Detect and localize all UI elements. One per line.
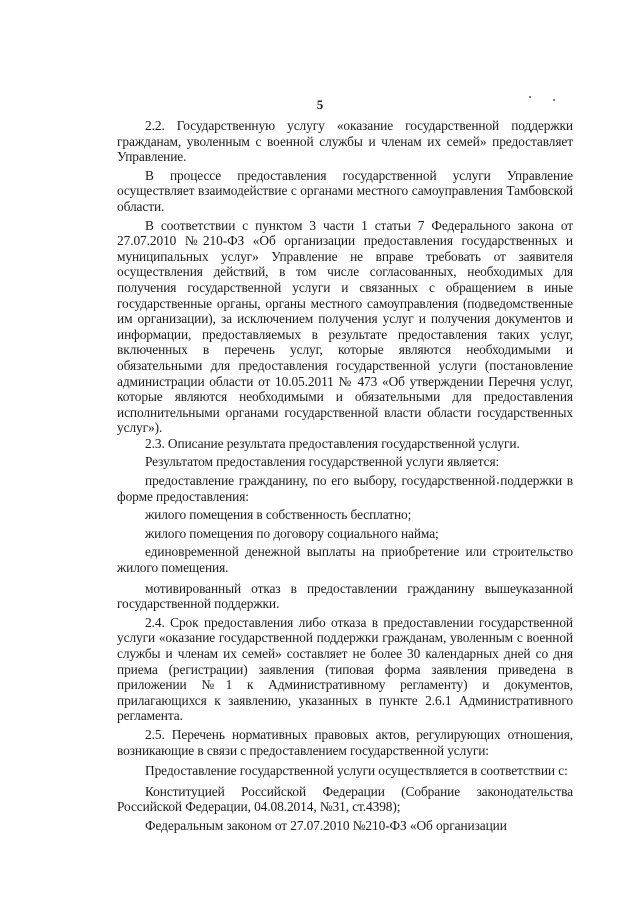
paragraph-law-reference: В соответствии с пунктом 3 части 1 статьи 7 Федерального закона от 27.07.2010 №210-ФЗ «Об организации предоставления государственных и муниципальных услуг» Управление не вправе требовать от заявителя осуществления действий, в том числе согласованных, необходимых для получения государственной услуги и связанных с обращением в иные государственные органы, органы местного самоуправления (подведомственные им организации), за исключением получения услуг и получения документов и информации, предоставляемых в результате предоставления таких услуг, включенных в перечень услуг, которые являются необходимыми и обязательными для предоставления государственной услуги (постановление администрации области от 10.05.2011 № 473 «Об утверждении Перечня услуг, которые являются необходимыми и обязательными для предоставления исполнительными органами государственной власти области государственных услуг»). [117,217,573,436]
list-item-payment: единовременной денежной выплаты на приобретение или строительство жилого помещения. [117,544,573,576]
paragraph-federal-law: Федеральным законом от 27.07.2010 №210-ФЗ «Об организации [145,817,507,833]
paragraph-result-support: предоставление гражданину, по его выбору, государственной поддержки в форме предоставления: [117,473,573,504]
list-item-social-rent: жилого помещения по договору социального найма; [145,525,439,541]
paragraph-2-4: 2.4. Срок предоставления либо отказа в предоставлении государственной услуги «оказание государственной поддержки гражданам, уволенным с военной службы и членам их семей» составляет не более 30 календарных дней со дня приема (регистрации) заявления (типовая форма заявления приведена в приложении №1 к Административному регламенту) и документов, прилагающихся к заявлению, указанных в пункте 2.6.1 Административного регламента. [117,614,573,724]
paragraph-result-intro: Результатом предоставления государственной услуги является: [145,454,500,470]
paragraph-interaction: В процессе предоставления государственной услуги Управление осуществляет взаимодействие с органами местного самоуправления Тамбовской области. [117,167,573,214]
paragraph-2-2: 2.2. Государственную услугу «оказание государственной поддержки гражданам, уволенным с военной службы и членам их семей» предоставляет Управление. [117,118,573,165]
paragraph-refusal: мотивированный отказ в предоставлении гражданину вышеуказанной государственной поддержки. [117,580,573,612]
scan-speck [553,99,555,101]
paragraph-2-5: 2.5. Перечень нормативных правовых актов, регулирующих отношения, возникающие в связи с предоставлением государственной услуги: [117,726,573,758]
scan-speck [529,96,531,98]
paragraph-provision: Предоставление государственной услуги осуществляется в соответствии с: [145,763,568,779]
document-body [117,118,573,834]
paragraph-constitution: Конституцией Российской Федерации (Собрание законодательства Российской Федерации, 04.08.2014, №31, ст.4398); [117,783,573,815]
list-item-ownership: жилого помещения в собственность бесплатно; [145,507,412,523]
page-number: 5 [316,97,324,112]
paragraph-2-3: 2.3. Описание результата предоставления государственной услуги. [145,435,520,451]
